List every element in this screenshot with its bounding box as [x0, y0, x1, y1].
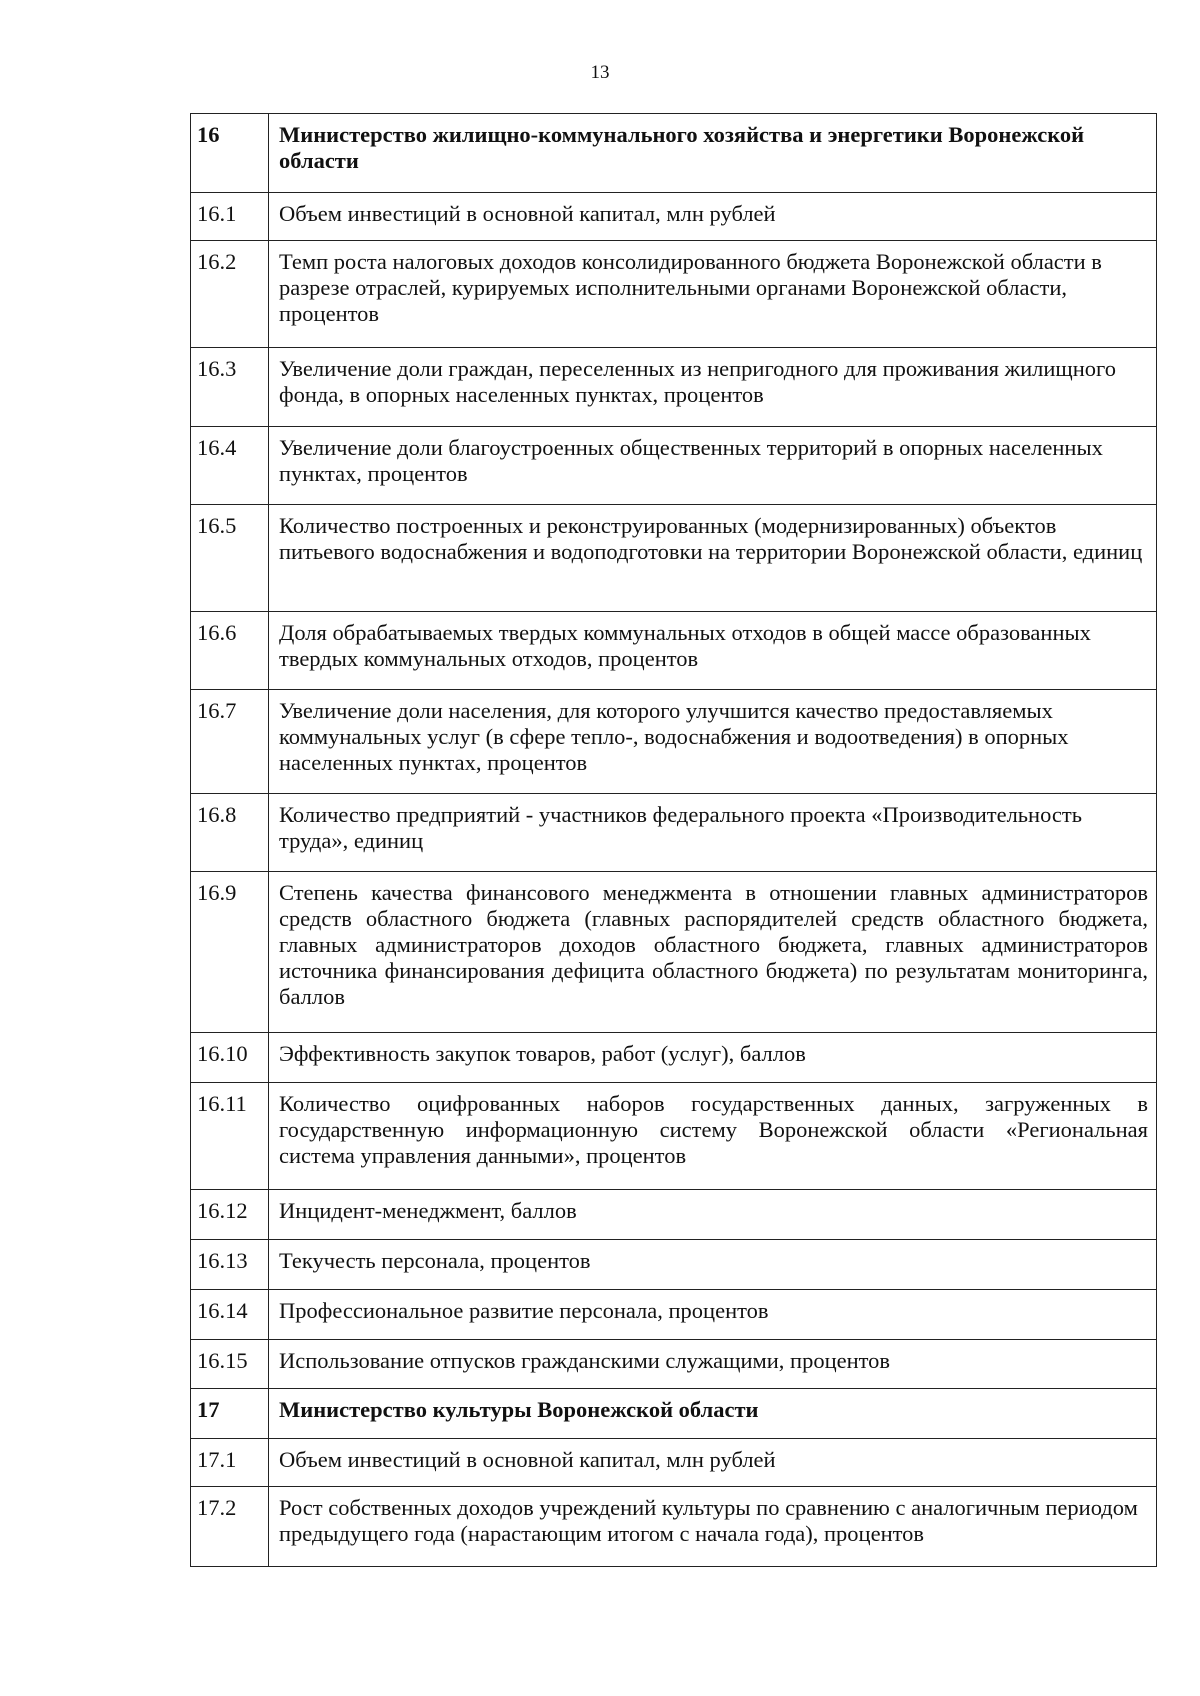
table-row	[191, 348, 1157, 427]
row-number: 16.4	[191, 427, 269, 505]
row-text: Количество построенных и реконструированных (модернизированных) объектов питьевого водоснабжения и водоподготовки на территории Воронежской области, единиц	[269, 505, 1157, 612]
table-row	[191, 1439, 1157, 1487]
row-text: Профессиональное развитие персонала, процентов	[269, 1290, 1157, 1340]
table-row	[191, 1290, 1157, 1340]
table-row	[191, 690, 1157, 794]
row-number: 16.14	[191, 1290, 269, 1340]
row-number: 16.12	[191, 1190, 269, 1240]
row-text: Министерство культуры Воронежской области	[269, 1389, 1157, 1439]
row-number: 16.3	[191, 348, 269, 427]
row-number: 16.10	[191, 1033, 269, 1083]
table-row	[191, 1340, 1157, 1389]
row-text: Рост собственных доходов учреждений культуры по сравнению с аналогичным периодом предыдущего года (нарастающим итогом с начала года), процентов	[269, 1487, 1157, 1567]
indicators-table	[190, 113, 1157, 1567]
row-number: 16	[191, 114, 269, 193]
row-text: Объем инвестиций в основной капитал, млн рублей	[269, 1439, 1157, 1487]
row-number: 17.1	[191, 1439, 269, 1487]
row-text: Министерство жилищно-коммунального хозяйства и энергетики Воронежской области	[269, 114, 1157, 193]
table-row	[191, 1083, 1157, 1190]
table-row	[191, 794, 1157, 872]
row-text: Увеличение доли граждан, переселенных из непригодного для проживания жилищного фонда, в опорных населенных пунктах, процентов	[269, 348, 1157, 427]
table-row	[191, 193, 1157, 241]
row-number: 16.5	[191, 505, 269, 612]
section-row	[191, 1389, 1157, 1439]
row-text: Количество оцифрованных наборов государственных данных, загруженных в государственную информационную систему Воронежской области «Региональная система управления данными», процентов	[269, 1083, 1157, 1190]
table-row	[191, 612, 1157, 690]
row-number: 16.2	[191, 241, 269, 348]
row-text: Доля обрабатываемых твердых коммунальных отходов в общей массе образованных твердых коммунальных отходов, процентов	[269, 612, 1157, 690]
row-text: Объем инвестиций в основной капитал, млн рублей	[269, 193, 1157, 241]
row-text: Эффективность закупок товаров, работ (услуг), баллов	[269, 1033, 1157, 1083]
table-row	[191, 1033, 1157, 1083]
row-text: Инцидент-менеджмент, баллов	[269, 1190, 1157, 1240]
row-text: Использование отпусков гражданскими служащими, процентов	[269, 1340, 1157, 1389]
section-row	[191, 114, 1157, 193]
table-row	[191, 1240, 1157, 1290]
row-number: 16.6	[191, 612, 269, 690]
row-text: Текучесть персонала, процентов	[269, 1240, 1157, 1290]
row-number: 16.1	[191, 193, 269, 241]
table-row	[191, 505, 1157, 612]
table-row	[191, 241, 1157, 348]
row-text: Увеличение доли населения, для которого улучшится качество предоставляемых коммунальных услуг (в сфере тепло-, водоснабжения и водоотведения) в опорных населенных пунктах, процентов	[269, 690, 1157, 794]
row-number: 16.11	[191, 1083, 269, 1190]
row-text: Увеличение доли благоустроенных общественных территорий в опорных населенных пунктах, процентов	[269, 427, 1157, 505]
row-number: 17	[191, 1389, 269, 1439]
row-text: Темп роста налоговых доходов консолидированного бюджета Воронежской области в разрезе отраслей, курируемых исполнительными органами Воронежской области, процентов	[269, 241, 1157, 348]
table-row	[191, 1487, 1157, 1567]
page-number: 13	[590, 62, 610, 83]
indicators-table-body	[191, 114, 1157, 1567]
row-number: 16.9	[191, 872, 269, 1033]
row-number: 16.8	[191, 794, 269, 872]
table-row	[191, 872, 1157, 1033]
row-number: 16.13	[191, 1240, 269, 1290]
row-number: 17.2	[191, 1487, 269, 1567]
row-number: 16.15	[191, 1340, 269, 1389]
row-text: Количество предприятий - участников федерального проекта «Производительность труда», единиц	[269, 794, 1157, 872]
row-text: Степень качества финансового менеджмента в отношении главных администраторов средств областного бюджета (главных распорядителей средств областного бюджета, главных администраторов доходов областного бюджета, главных администраторов источника финансирования дефицита областного бюджета) по результатам мониторинга, баллов	[269, 872, 1157, 1033]
row-number: 16.7	[191, 690, 269, 794]
table-row	[191, 427, 1157, 505]
table-row	[191, 1190, 1157, 1240]
